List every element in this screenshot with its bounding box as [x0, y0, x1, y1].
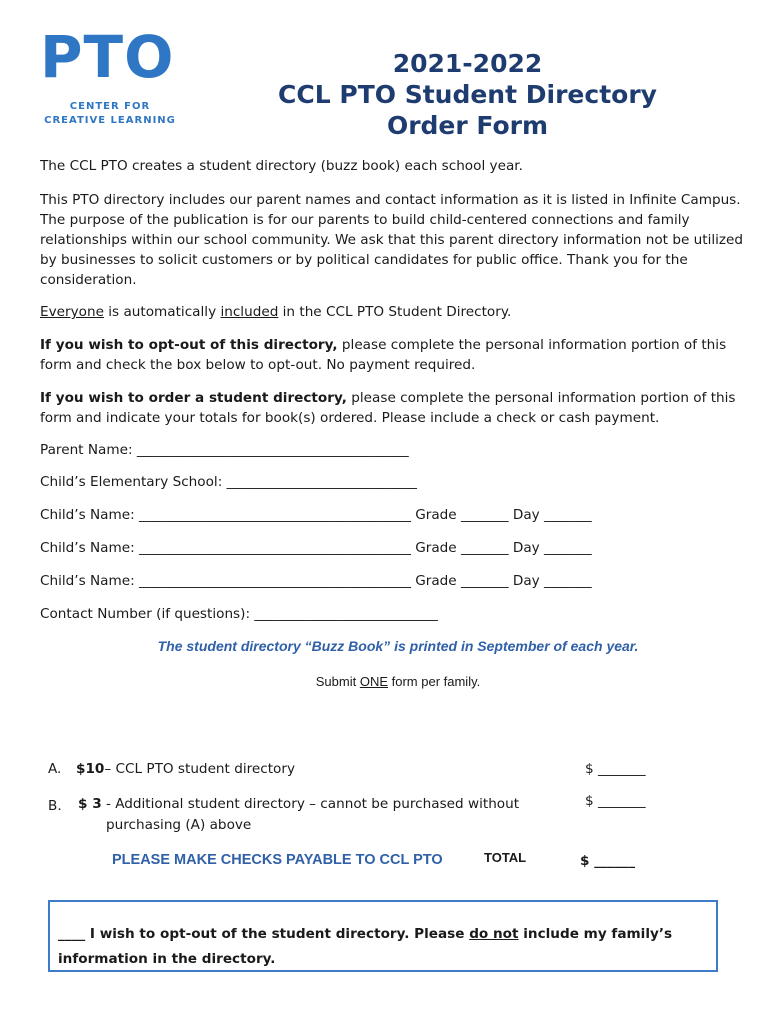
everyone-word: Everyone [40, 304, 104, 320]
optout-text-1: I wish to opt-out of the student directory. Please [85, 926, 470, 942]
item-a-amount[interactable] [585, 759, 646, 779]
optout-check-blank[interactable]: ____ [58, 926, 86, 942]
item-b-desc [78, 794, 558, 814]
item-b-amount[interactable] [585, 791, 646, 811]
intro-text: The CCL PTO creates a student directory (buzz book) each school year. [40, 158, 523, 174]
submit-before: Submit [315, 674, 360, 689]
pto-logo: PTO [40, 23, 175, 91]
order-lead: If you wish to order a student directory, [40, 390, 347, 406]
logo-subtitle [40, 100, 180, 128]
optout-statement[interactable] [58, 922, 708, 972]
item-b-blank: _______ [597, 793, 646, 809]
item-b-text-2: purchasing (A) above [106, 817, 252, 833]
everyone-mid: is automatically [103, 304, 221, 320]
item-a-dollar: $ [585, 761, 594, 777]
item-b-text: - Additional student directory – cannot be purchased without [101, 796, 520, 812]
total-amount[interactable] [580, 851, 635, 871]
optout-text-3: information in the directory. [58, 951, 276, 967]
everyone-end: in the CCL PTO Student Directory. [278, 304, 512, 320]
item-a-text: – CCL PTO student directory [104, 761, 296, 777]
item-a-price: $10 [76, 761, 105, 777]
optout-rest: please complete the personal information portion of this form and check the box below to opt-out. No payment required. [40, 337, 727, 373]
item-b-letter: B. [48, 798, 62, 814]
optout-lead: If you wish to opt-out of this directory, [40, 337, 338, 353]
school-field[interactable]: Child’s Elementary School: ____________________________ [40, 474, 417, 490]
optout-do-not: do not [469, 926, 519, 942]
child-name-field-2[interactable]: Child’s Name: ________________________________________ Grade _______ Day _______ [40, 540, 592, 556]
item-a-letter: A. [48, 761, 62, 777]
item-b-price: $ 3 [78, 796, 102, 812]
title-main: CCL PTO Student Directory [278, 80, 657, 109]
item-b-dollar: $ [585, 793, 594, 809]
logo-line-1: CENTER FOR [69, 101, 151, 112]
title-sub: Order Form [386, 111, 549, 140]
submit-after: form per family. [388, 674, 481, 689]
total-blank: ______ [594, 853, 635, 869]
title-year: 2021-2022 [392, 49, 543, 78]
parent-name-field[interactable]: Parent Name: ________________________________________ [40, 442, 409, 458]
included-word: included [220, 304, 279, 320]
child-name-field-3[interactable]: Child’s Name: ________________________________________ Grade _______ Day _______ [40, 573, 592, 589]
printed-note: The student directory “Buzz Book” is printed in September of each year. [157, 638, 639, 654]
purpose-text: This PTO directory includes our parent names and contact information as it is listed in Infinite Campus. The purpose of the publication is for our parents to build child-centered connections and family relationships within our school community. We ask that this parent directory information not be utilized by businesses to solicit customers or by political candidates for public office. Thank you for the consideration. [40, 192, 744, 288]
submit-one: ONE [359, 674, 389, 689]
order-instructions [40, 388, 745, 428]
total-dollar: $ [580, 853, 590, 869]
everyone-text [40, 302, 745, 322]
optout-text-2: include my family’s [518, 926, 673, 942]
submit-note [0, 674, 770, 689]
page-title [240, 48, 695, 141]
item-a-blank: _______ [597, 761, 646, 777]
optout-instructions [40, 335, 745, 375]
contact-number-field[interactable]: Contact Number (if questions): ___________________________ [40, 606, 438, 622]
checks-payable-note: PLEASE MAKE CHECKS PAYABLE TO CCL PTO [112, 852, 443, 868]
item-a-desc [76, 759, 295, 779]
total-label: TOTAL [484, 850, 527, 865]
child-name-field-1[interactable]: Child’s Name: ________________________________________ Grade _______ Day _______ [40, 507, 592, 523]
logo-line-2: CREATIVE LEARNING [44, 115, 176, 126]
order-rest: please complete the personal information portion of this form and indicate your totals for book(s) ordered. Please include a check or cash payment. [40, 390, 736, 426]
